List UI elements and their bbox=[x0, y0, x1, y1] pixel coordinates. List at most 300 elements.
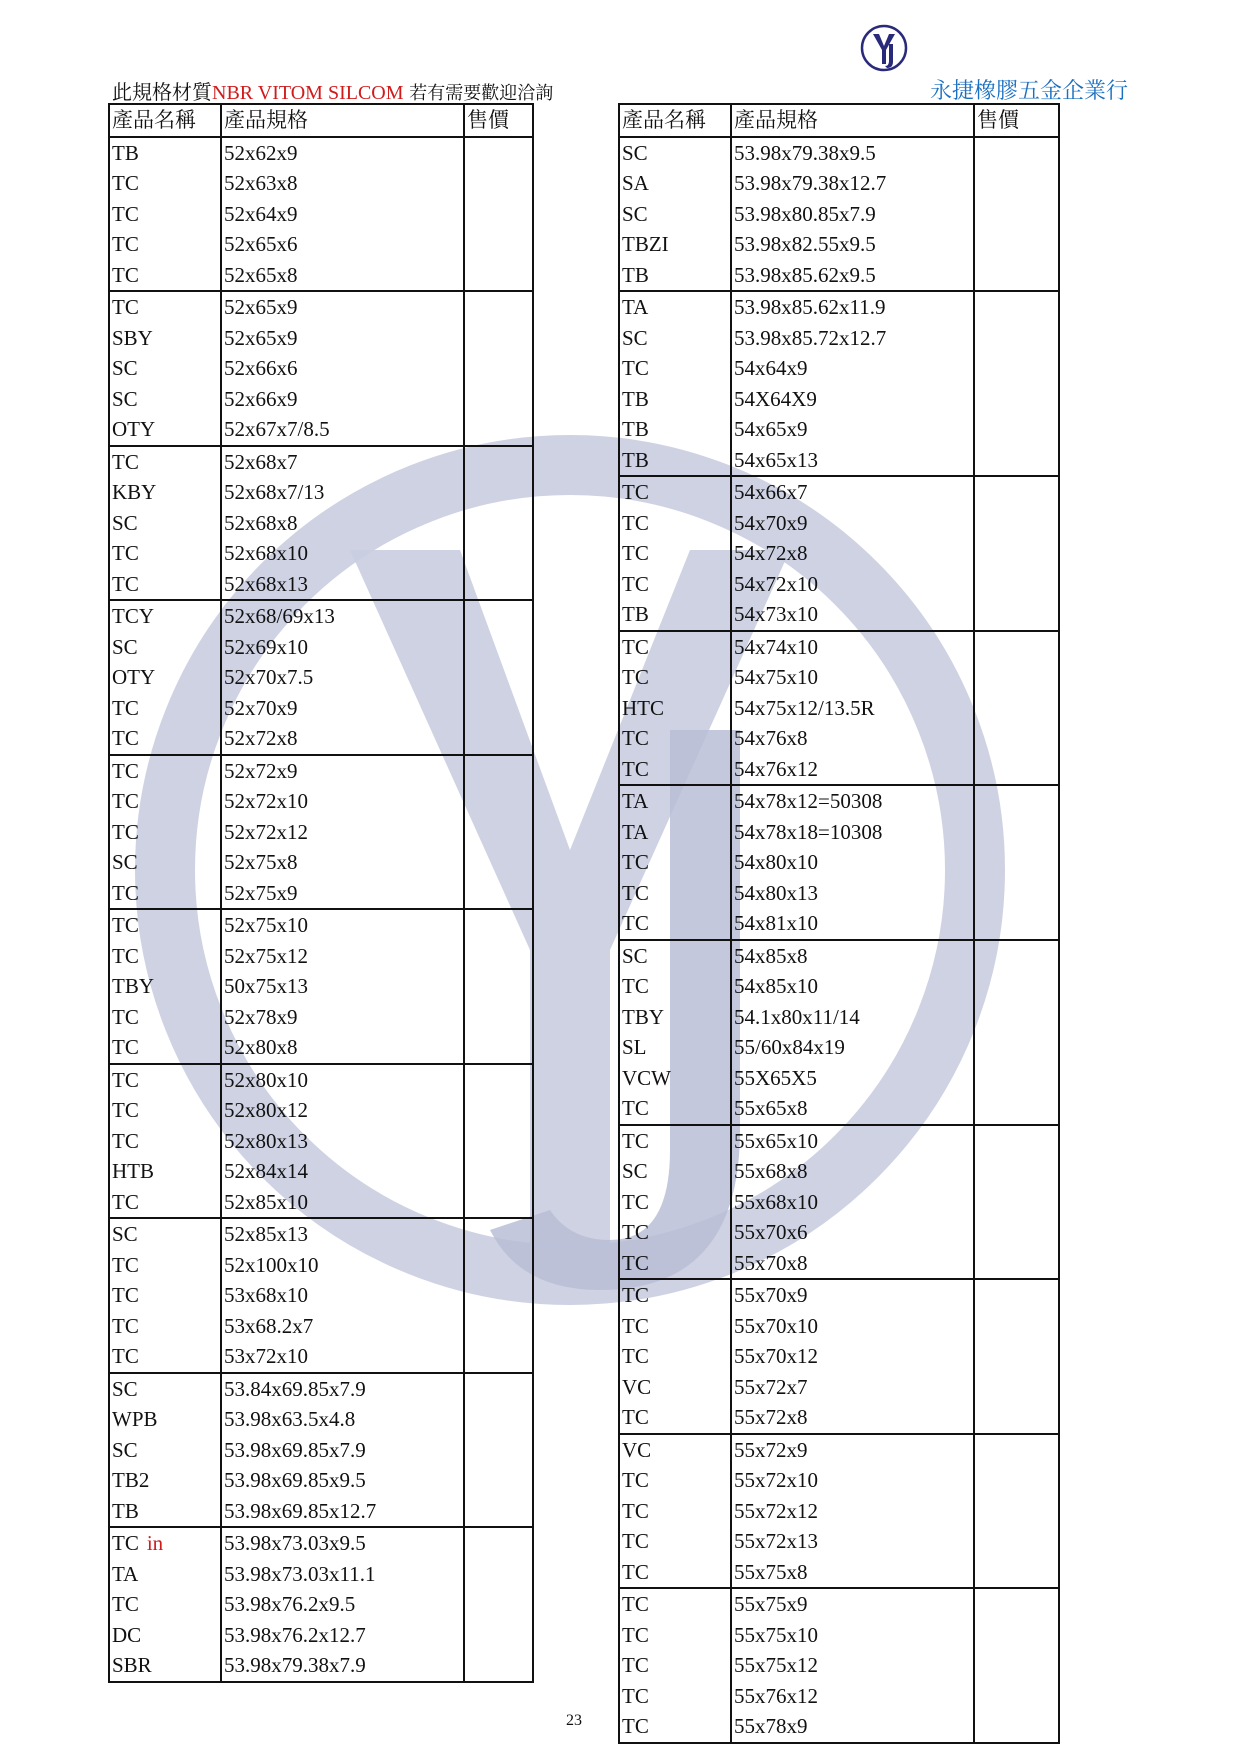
table-row bbox=[109, 538, 533, 569]
price-cell bbox=[974, 1217, 1059, 1248]
product-name-cell bbox=[619, 1372, 731, 1403]
product-name-cell bbox=[619, 1620, 731, 1651]
product-name-cell bbox=[109, 1064, 221, 1096]
table-row bbox=[109, 1064, 533, 1096]
product-name: TBY bbox=[622, 1004, 664, 1029]
product-size: 55x75x9 bbox=[731, 1588, 974, 1620]
table-row bbox=[619, 1681, 1059, 1712]
table-row bbox=[619, 723, 1059, 754]
price-cell bbox=[974, 291, 1059, 323]
product-name: SA bbox=[622, 171, 649, 196]
price-cell bbox=[464, 1280, 533, 1311]
table-row bbox=[109, 847, 533, 878]
product-name-cell bbox=[109, 1589, 221, 1620]
product-name-cell bbox=[109, 817, 221, 848]
product-size: 54x75x10 bbox=[731, 662, 974, 693]
price-cell bbox=[464, 1218, 533, 1250]
product-name: VCW bbox=[622, 1065, 671, 1090]
price-cell bbox=[974, 137, 1059, 169]
product-size: 55x70x10 bbox=[731, 1311, 974, 1342]
product-name: TC bbox=[112, 232, 139, 257]
product-name: TBY bbox=[112, 974, 154, 999]
product-name: TC bbox=[112, 295, 139, 320]
price-cell bbox=[974, 940, 1059, 972]
product-name-cell bbox=[109, 538, 221, 569]
product-name-cell bbox=[109, 1250, 221, 1281]
product-name-cell bbox=[109, 291, 221, 323]
product-name-cell bbox=[109, 755, 221, 787]
table-row bbox=[109, 662, 533, 693]
product-size: 55x68x10 bbox=[731, 1187, 974, 1218]
price-cell bbox=[974, 538, 1059, 569]
product-name-cell bbox=[109, 229, 221, 260]
product-size: 52x78x9 bbox=[221, 1002, 464, 1033]
product-name: TC bbox=[112, 571, 139, 596]
table-row bbox=[619, 662, 1059, 693]
product-size: 54x70x9 bbox=[731, 508, 974, 539]
product-size: 53x68.2x7 bbox=[221, 1311, 464, 1342]
product-size: 55x75x12 bbox=[731, 1650, 974, 1681]
price-cell bbox=[974, 1311, 1059, 1342]
product-name-cell bbox=[619, 414, 731, 445]
product-size: 53.98x85.72x12.7 bbox=[731, 323, 974, 354]
product-name: TC bbox=[112, 541, 139, 566]
product-size: 52x68x7 bbox=[221, 446, 464, 478]
product-size: 54x78x12=50308 bbox=[731, 785, 974, 817]
price-cell bbox=[974, 1279, 1059, 1311]
product-name: SC bbox=[622, 943, 648, 968]
material-types: NBR VITOM SILCOM bbox=[212, 82, 404, 104]
product-name: TC bbox=[622, 974, 649, 999]
product-name-cell bbox=[619, 847, 731, 878]
product-name: TC bbox=[112, 695, 139, 720]
company-logo bbox=[858, 22, 910, 80]
product-name: TC bbox=[622, 1128, 649, 1153]
product-name-cell bbox=[109, 847, 221, 878]
product-name: SC bbox=[622, 201, 648, 226]
product-size: 52x75x9 bbox=[221, 878, 464, 910]
product-size: 52x66x9 bbox=[221, 384, 464, 415]
price-cell bbox=[464, 1095, 533, 1126]
table-row bbox=[619, 908, 1059, 940]
product-size: 55x70x8 bbox=[731, 1248, 974, 1280]
product-name-cell bbox=[109, 1126, 221, 1157]
price-cell bbox=[974, 817, 1059, 848]
table-row bbox=[619, 1217, 1059, 1248]
price-cell bbox=[464, 662, 533, 693]
table-row bbox=[109, 477, 533, 508]
product-name-cell bbox=[109, 786, 221, 817]
table-row bbox=[619, 599, 1059, 631]
product-size: 52x66x6 bbox=[221, 353, 464, 384]
product-size: 53.98x63.5x4.8 bbox=[221, 1404, 464, 1435]
product-name: TC bbox=[622, 1313, 649, 1338]
product-name-cell bbox=[619, 1711, 731, 1743]
price-cell bbox=[974, 1063, 1059, 1094]
price-cell bbox=[974, 1156, 1059, 1187]
table-row bbox=[109, 569, 533, 601]
product-size: 53x72x10 bbox=[221, 1341, 464, 1373]
product-name-cell bbox=[619, 508, 731, 539]
table-row bbox=[619, 1402, 1059, 1434]
product-size: 52x80x13 bbox=[221, 1126, 464, 1157]
product-name-cell bbox=[109, 260, 221, 292]
price-cell bbox=[974, 1526, 1059, 1557]
product-size: 52x72x8 bbox=[221, 723, 464, 755]
product-size: 54x65x13 bbox=[731, 445, 974, 477]
table-row bbox=[109, 1589, 533, 1620]
product-name: TC bbox=[622, 1683, 649, 1708]
product-name: KBY bbox=[112, 480, 157, 505]
price-cell bbox=[464, 1187, 533, 1219]
product-name-cell bbox=[109, 353, 221, 384]
table-row bbox=[109, 632, 533, 663]
product-name: TC bbox=[622, 510, 649, 535]
table-row bbox=[109, 1373, 533, 1405]
product-name: TC bbox=[112, 1035, 139, 1060]
product-name-cell bbox=[109, 1156, 221, 1187]
product-size: 50x75x13 bbox=[221, 971, 464, 1002]
product-size: 52x65x9 bbox=[221, 323, 464, 354]
price-cell bbox=[974, 569, 1059, 600]
product-size: 52x75x10 bbox=[221, 909, 464, 941]
product-name: TC bbox=[622, 850, 649, 875]
product-name-cell bbox=[619, 1650, 731, 1681]
product-name-cell bbox=[619, 291, 731, 323]
product-name: TB bbox=[622, 417, 649, 442]
table-row bbox=[109, 1650, 533, 1682]
product-name: SC bbox=[112, 356, 138, 381]
table-row bbox=[619, 476, 1059, 508]
product-size: 55x72x7 bbox=[731, 1372, 974, 1403]
product-name: VC bbox=[622, 1437, 652, 1462]
product-name: TC bbox=[622, 880, 649, 905]
product-name: TC bbox=[622, 1468, 649, 1493]
table-row bbox=[109, 291, 533, 323]
product-name: HTB bbox=[112, 1159, 154, 1184]
price-cell bbox=[464, 323, 533, 354]
product-name-cell bbox=[619, 1279, 731, 1311]
price-cell bbox=[464, 632, 533, 663]
price-cell bbox=[464, 817, 533, 848]
price-cell bbox=[464, 1373, 533, 1405]
product-name-cell bbox=[109, 446, 221, 478]
product-size: 53.84x69.85x7.9 bbox=[221, 1373, 464, 1405]
price-cell bbox=[974, 476, 1059, 508]
product-name: SL bbox=[622, 1035, 647, 1060]
product-name-cell bbox=[619, 754, 731, 786]
product-name: HTC bbox=[622, 695, 664, 720]
table-row bbox=[619, 971, 1059, 1002]
product-size: 53.98x79.38x7.9 bbox=[221, 1650, 464, 1682]
product-name-cell bbox=[109, 1496, 221, 1528]
table-row bbox=[619, 137, 1059, 169]
product-size: 54x81x10 bbox=[731, 908, 974, 940]
table-row bbox=[109, 1126, 533, 1157]
product-size: 53.98x69.85x9.5 bbox=[221, 1465, 464, 1496]
product-size: 53.98x82.55x9.5 bbox=[731, 229, 974, 260]
table-row bbox=[619, 168, 1059, 199]
product-name: TB bbox=[622, 602, 649, 627]
product-size: 52x84x14 bbox=[221, 1156, 464, 1187]
product-name-cell bbox=[619, 971, 731, 1002]
table-row bbox=[619, 1125, 1059, 1157]
table-row bbox=[619, 538, 1059, 569]
product-size: 53.98x69.85x7.9 bbox=[221, 1435, 464, 1466]
product-name: TC bbox=[622, 1283, 649, 1308]
product-size: 55x72x9 bbox=[731, 1434, 974, 1466]
price-cell bbox=[974, 723, 1059, 754]
table-row bbox=[109, 1465, 533, 1496]
price-cell bbox=[464, 1589, 533, 1620]
material-note-prefix: 此規格材質 bbox=[112, 80, 212, 104]
price-cell bbox=[974, 785, 1059, 817]
table-row bbox=[109, 229, 533, 260]
product-size: 53.98x76.2x9.5 bbox=[221, 1589, 464, 1620]
table-row bbox=[619, 1032, 1059, 1063]
price-cell bbox=[464, 1559, 533, 1590]
product-name: TC bbox=[112, 726, 139, 751]
product-name-cell bbox=[619, 1032, 731, 1063]
product-name: TA bbox=[622, 789, 649, 814]
price-cell bbox=[974, 508, 1059, 539]
product-name: TC bbox=[622, 634, 649, 659]
table-row bbox=[619, 1557, 1059, 1589]
product-name: SC bbox=[622, 140, 648, 165]
product-size: 55x68x8 bbox=[731, 1156, 974, 1187]
table-row bbox=[109, 600, 533, 632]
product-size: 52x72x9 bbox=[221, 755, 464, 787]
price-cell bbox=[464, 693, 533, 724]
product-name-cell bbox=[619, 1093, 731, 1125]
product-name-cell bbox=[619, 384, 731, 415]
product-size: 53.98x80.85x7.9 bbox=[731, 199, 974, 230]
product-name: TC bbox=[622, 541, 649, 566]
product-name: TB bbox=[112, 1498, 139, 1523]
product-name: SC bbox=[112, 634, 138, 659]
table-row bbox=[619, 1465, 1059, 1496]
product-size: 55x65x8 bbox=[731, 1093, 974, 1125]
product-name-cell bbox=[109, 1341, 221, 1373]
product-size: 55x70x9 bbox=[731, 1279, 974, 1311]
product-name-cell bbox=[619, 1063, 731, 1094]
price-cell bbox=[464, 1250, 533, 1281]
product-name-cell bbox=[109, 199, 221, 230]
product-name: VC bbox=[622, 1374, 652, 1399]
product-name: TC bbox=[112, 449, 139, 474]
product-size: 53.98x79.38x9.5 bbox=[731, 137, 974, 169]
product-name: TC bbox=[622, 1714, 649, 1739]
product-name: TC bbox=[112, 171, 139, 196]
price-cell bbox=[464, 1002, 533, 1033]
table-row bbox=[619, 384, 1059, 415]
product-name-cell bbox=[109, 1559, 221, 1590]
product-name-cell bbox=[109, 878, 221, 910]
table-row bbox=[109, 817, 533, 848]
table-row bbox=[109, 1527, 533, 1559]
product-size: 55x76x12 bbox=[731, 1681, 974, 1712]
price-cell bbox=[464, 384, 533, 415]
product-name: TC bbox=[112, 1592, 139, 1617]
price-cell bbox=[974, 908, 1059, 940]
header-price: 售價 bbox=[464, 104, 533, 137]
product-name-cell bbox=[109, 662, 221, 693]
price-cell bbox=[464, 538, 533, 569]
table-row bbox=[619, 693, 1059, 724]
table-row bbox=[619, 260, 1059, 292]
product-name-cell bbox=[109, 569, 221, 601]
product-size: 54x74x10 bbox=[731, 631, 974, 663]
product-size: 54x73x10 bbox=[731, 599, 974, 631]
table-row bbox=[109, 941, 533, 972]
table-row bbox=[109, 1187, 533, 1219]
product-name-cell bbox=[619, 1588, 731, 1620]
product-name-cell bbox=[109, 1435, 221, 1466]
product-name: TC bbox=[622, 1592, 649, 1617]
product-name: TC bbox=[622, 480, 649, 505]
product-size: 53x68x10 bbox=[221, 1280, 464, 1311]
price-cell bbox=[464, 508, 533, 539]
table-row bbox=[109, 260, 533, 292]
product-name-cell bbox=[109, 1527, 221, 1559]
price-cell bbox=[464, 1465, 533, 1496]
table-row bbox=[109, 1095, 533, 1126]
product-name: TC bbox=[622, 1405, 649, 1430]
product-size: 54x80x10 bbox=[731, 847, 974, 878]
price-cell bbox=[974, 1002, 1059, 1033]
table-row bbox=[619, 353, 1059, 384]
table-row bbox=[109, 1002, 533, 1033]
product-size: 53.98x85.62x11.9 bbox=[731, 291, 974, 323]
price-cell bbox=[464, 600, 533, 632]
table-row bbox=[619, 323, 1059, 354]
price-cell bbox=[974, 199, 1059, 230]
product-size: 52x68x7/13 bbox=[221, 477, 464, 508]
product-name: TC bbox=[622, 356, 649, 381]
table-row bbox=[619, 1496, 1059, 1527]
price-cell bbox=[974, 445, 1059, 477]
product-size: 53.98x85.62x9.5 bbox=[731, 260, 974, 292]
product-size: 52x65x9 bbox=[221, 291, 464, 323]
product-name: TC bbox=[622, 726, 649, 751]
product-name: SC bbox=[112, 850, 138, 875]
material-note-suffix: 若有需要歡迎洽詢 bbox=[403, 83, 554, 104]
product-name: TC bbox=[112, 758, 139, 783]
product-size: 54x75x12/13.5R bbox=[731, 693, 974, 724]
product-name: SBY bbox=[112, 325, 153, 350]
price-cell bbox=[974, 1032, 1059, 1063]
table-row bbox=[619, 1620, 1059, 1651]
price-cell bbox=[464, 353, 533, 384]
table-row bbox=[109, 909, 533, 941]
product-name-cell bbox=[619, 817, 731, 848]
table-row bbox=[109, 1559, 533, 1590]
product-name: TA bbox=[622, 819, 649, 844]
product-name-cell bbox=[109, 1280, 221, 1311]
price-cell bbox=[974, 1093, 1059, 1125]
product-size: 52x72x10 bbox=[221, 786, 464, 817]
product-name-cell bbox=[619, 1125, 731, 1157]
product-size: 53.98x73.03x9.5 bbox=[221, 1527, 464, 1559]
product-size: 52x65x6 bbox=[221, 229, 464, 260]
table-row bbox=[619, 754, 1059, 786]
product-name-cell bbox=[619, 1496, 731, 1527]
product-name-cell bbox=[619, 1248, 731, 1280]
product-size: 54x76x8 bbox=[731, 723, 974, 754]
table-row bbox=[109, 137, 533, 169]
product-name: TC bbox=[112, 201, 139, 226]
product-size: 53.98x73.03x11.1 bbox=[221, 1559, 464, 1590]
table-header-row bbox=[619, 104, 1059, 137]
product-name-cell bbox=[109, 1311, 221, 1342]
header-product-name: 產品名稱 bbox=[109, 104, 221, 137]
product-name: OTY bbox=[112, 417, 156, 442]
product-name: TC bbox=[622, 1096, 649, 1121]
product-name: TA bbox=[112, 1561, 139, 1586]
product-name: TC bbox=[622, 1189, 649, 1214]
product-name-cell bbox=[109, 323, 221, 354]
price-cell bbox=[464, 1311, 533, 1342]
product-name: TB bbox=[622, 262, 649, 287]
product-name: TC bbox=[622, 1653, 649, 1678]
table-row bbox=[109, 168, 533, 199]
price-cell bbox=[464, 1650, 533, 1682]
product-size: 52x67x7/8.5 bbox=[221, 414, 464, 446]
product-size: 52x100x10 bbox=[221, 1250, 464, 1281]
product-name: TC bbox=[112, 1252, 139, 1277]
table-row bbox=[619, 445, 1059, 477]
product-name: TC bbox=[622, 1622, 649, 1647]
product-name-cell bbox=[109, 971, 221, 1002]
table-row bbox=[109, 1311, 533, 1342]
product-size: 54x72x10 bbox=[731, 569, 974, 600]
price-cell bbox=[974, 1620, 1059, 1651]
table-row bbox=[109, 446, 533, 478]
product-name: TC bbox=[112, 1189, 139, 1214]
product-name: DC bbox=[112, 1622, 142, 1647]
table-row bbox=[109, 353, 533, 384]
product-name: TC bbox=[622, 1559, 649, 1584]
price-cell bbox=[464, 291, 533, 323]
table-row bbox=[619, 1279, 1059, 1311]
product-name-cell bbox=[619, 538, 731, 569]
table-row bbox=[109, 1218, 533, 1250]
product-name-cell bbox=[109, 137, 221, 169]
product-name: TC bbox=[112, 1531, 139, 1556]
product-name-cell bbox=[619, 878, 731, 909]
price-cell bbox=[974, 1187, 1059, 1218]
table-row bbox=[619, 1650, 1059, 1681]
product-name-cell bbox=[109, 1002, 221, 1033]
product-name-cell bbox=[619, 229, 731, 260]
table-row bbox=[619, 1063, 1059, 1094]
product-size: 55x70x12 bbox=[731, 1341, 974, 1372]
price-cell bbox=[974, 662, 1059, 693]
price-cell bbox=[974, 971, 1059, 1002]
product-name: TC bbox=[112, 1004, 139, 1029]
price-cell bbox=[974, 631, 1059, 663]
price-cell bbox=[464, 941, 533, 972]
price-cell bbox=[974, 693, 1059, 724]
product-size: 52x80x12 bbox=[221, 1095, 464, 1126]
table-row bbox=[619, 1156, 1059, 1187]
product-name: TC bbox=[622, 1529, 649, 1554]
product-name: TC bbox=[112, 943, 139, 968]
product-size: 52x70x9 bbox=[221, 693, 464, 724]
product-size: 54x66x7 bbox=[731, 476, 974, 508]
price-cell bbox=[974, 1650, 1059, 1681]
product-name: TC bbox=[112, 1098, 139, 1123]
